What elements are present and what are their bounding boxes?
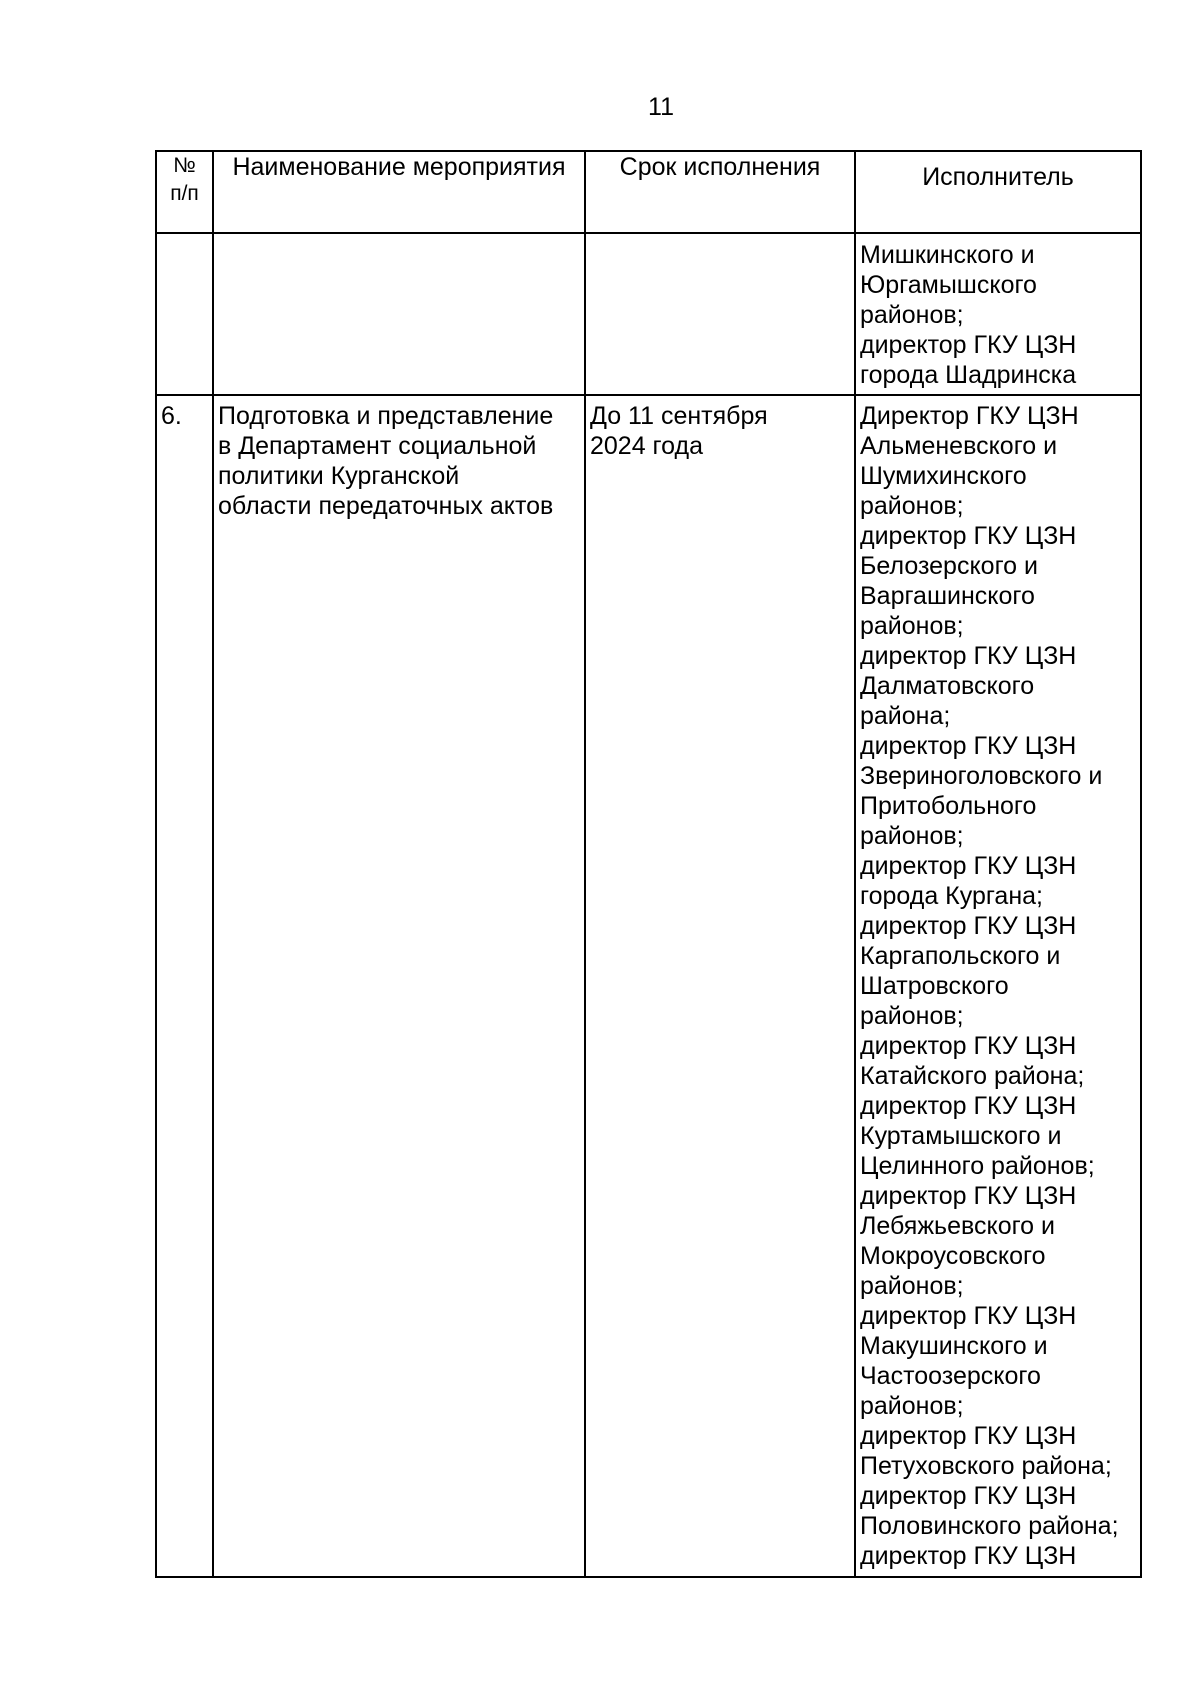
cell-text-line: районов;: [860, 1272, 964, 1300]
cell-text-line: Далматовского: [860, 672, 1035, 700]
cell-text-line: Катайского района;: [860, 1062, 1085, 1090]
cell-text-line: города Шадринска: [860, 361, 1077, 389]
cell-name-lines: [214, 234, 584, 240]
cell-text-line: Подготовка и представление: [218, 402, 554, 430]
header-name-label: Наименование мероприятия: [232, 153, 566, 181]
cell-text-line: Частоозерского: [860, 1362, 1041, 1390]
header-no: [156, 151, 213, 233]
cell-no-text: 6.: [161, 402, 182, 430]
cell-no: [156, 233, 213, 395]
table-row: [156, 233, 1141, 395]
cell-text-line: 2024 года: [590, 432, 703, 460]
cell-text-line: районов;: [860, 1002, 964, 1030]
cell-deadline: [585, 395, 855, 1577]
cell-executor: [855, 233, 1141, 395]
cell-name: [213, 233, 585, 395]
header-name: [213, 151, 585, 233]
cell-text-line: директор ГКУ ЦЗН: [860, 642, 1077, 670]
cell-text-line: Белозерского и: [860, 552, 1038, 580]
cell-text-line: директор ГКУ ЦЗН: [860, 912, 1077, 940]
cell-text-line: Половинского района;: [860, 1512, 1119, 1540]
page-number: 11: [648, 93, 674, 121]
cell-text-line: районов;: [860, 301, 964, 329]
cell-text-line: директор ГКУ ЦЗН: [860, 852, 1077, 880]
cell-text-line: директор ГКУ ЦЗН: [860, 1482, 1077, 1510]
header-executor-label: Исполнитель: [922, 163, 1074, 191]
cell-text-line: директор ГКУ ЦЗН: [860, 1182, 1077, 1210]
cell-text-line: Мокроусовского: [860, 1242, 1046, 1270]
cell-no: [156, 395, 213, 1577]
cell-deadline: [585, 233, 855, 395]
cell-deadline-lines: [586, 396, 854, 461]
header-executor: [855, 151, 1141, 233]
cell-text-line: директор ГКУ ЦЗН: [860, 732, 1077, 760]
cell-text-line: политики Курганской: [218, 462, 460, 490]
table-header-row: [156, 151, 1141, 233]
cell-text-line: Мишкинского и: [860, 241, 1035, 269]
cell-text-line: районов;: [860, 1392, 964, 1420]
header-no-symbol: №: [173, 154, 196, 177]
cell-text-line: Юргамышского: [860, 271, 1037, 299]
cell-text-line: директор ГКУ ЦЗН: [860, 331, 1077, 359]
cell-text-line: Макушинского и: [860, 1332, 1048, 1360]
cell-text-line: До 11 сентября: [590, 402, 768, 430]
header-no-abbrev: п/п: [170, 182, 199, 205]
cell-text-line: Лебяжьевского и: [860, 1212, 1055, 1240]
cell-text-line: области передаточных актов: [218, 492, 554, 520]
cell-text-line: в Департамент социальной: [218, 432, 537, 460]
cell-no-text: [157, 234, 212, 240]
cell-text-line: директор ГКУ ЦЗН: [860, 1302, 1077, 1330]
cell-text-line: города Кургана;: [860, 882, 1043, 910]
header-deadline: [585, 151, 855, 233]
cell-text-line: Петуховского района;: [860, 1452, 1112, 1480]
cell-text-line: директор ГКУ ЦЗН: [860, 1422, 1077, 1450]
cell-deadline-lines: [586, 234, 854, 240]
cell-text-line: Шатровского: [860, 972, 1009, 1000]
cell-text-line: Варгашинского: [860, 582, 1035, 610]
cell-text-line: директор ГКУ ЦЗН: [860, 522, 1077, 550]
cell-text-line: районов;: [860, 822, 964, 850]
cell-text-line: Альменевского и: [860, 432, 1058, 460]
cell-executor-lines: [856, 234, 1140, 390]
header-deadline-label: Срок исполнения: [619, 153, 821, 181]
cell-text-line: Шумихинского: [860, 462, 1027, 490]
cell-text-line: Куртамышского и: [860, 1122, 1062, 1150]
cell-text-line: районов;: [860, 612, 964, 640]
cell-text-line: Притобольного: [860, 792, 1037, 820]
cell-name: [213, 395, 585, 1577]
schedule-table: [155, 150, 1142, 1578]
cell-text-line: Каргапольского и: [860, 942, 1061, 970]
cell-text-line: директор ГКУ ЦЗН: [860, 1032, 1077, 1060]
cell-text-line: районов;: [860, 492, 964, 520]
cell-text-line: Директор ГКУ ЦЗН: [860, 402, 1079, 430]
cell-text-line: Звериноголовского и: [860, 762, 1103, 790]
cell-executor-lines: [856, 396, 1140, 1571]
cell-executor: [855, 395, 1141, 1577]
cell-text-line: Целинного районов;: [860, 1152, 1095, 1180]
cell-text-line: директор ГКУ ЦЗН: [860, 1542, 1077, 1570]
table-row: [156, 395, 1141, 1577]
cell-text-line: района;: [860, 702, 951, 730]
cell-name-lines: [214, 396, 584, 521]
cell-text-line: директор ГКУ ЦЗН: [860, 1092, 1077, 1120]
